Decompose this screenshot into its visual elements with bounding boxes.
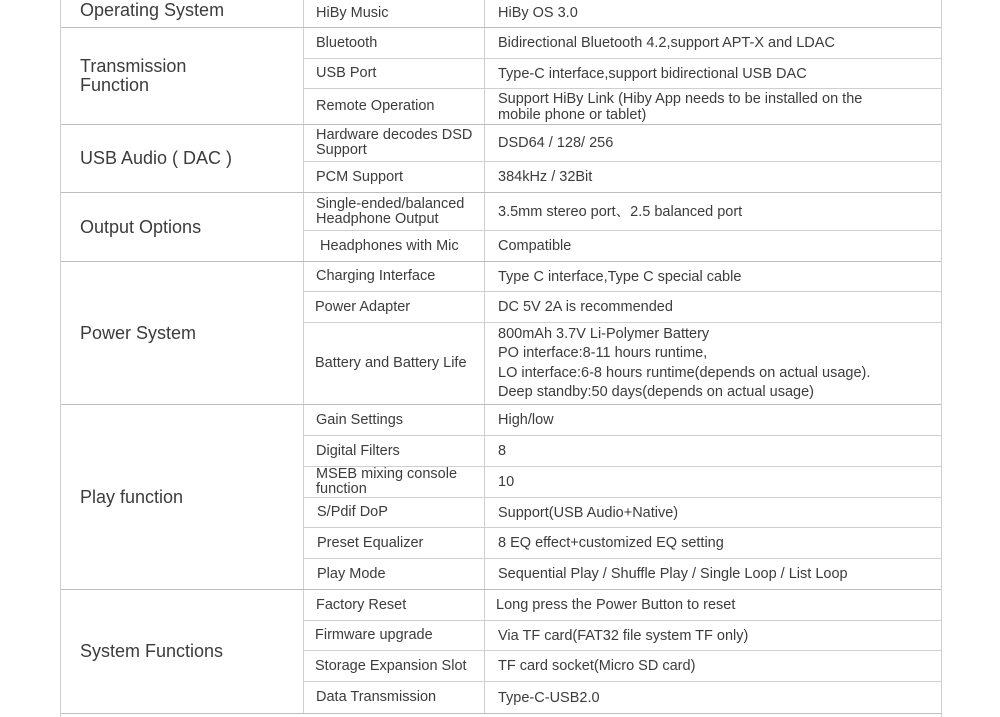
spec-value-line: Deep standby:50 days(depends on actual usage) <box>498 384 814 400</box>
spec-value: 384kHz / 32Bit <box>498 169 593 185</box>
group-label: Output Options <box>61 193 304 261</box>
spec-key: S/Pdif DoP <box>304 498 485 527</box>
spec-value-line: PO interface:8-11 hours runtime, <box>498 345 708 361</box>
spec-key: Gain Settings <box>304 405 485 435</box>
spec-group-output-options <box>61 193 941 262</box>
spec-value <box>485 89 941 124</box>
spec-value <box>485 323 941 404</box>
spec-row <box>304 193 941 231</box>
spec-key: PCM Support <box>304 162 485 192</box>
spec-row <box>304 0 941 27</box>
spec-row <box>304 292 941 323</box>
spec-value: DC 5V 2A is recommended <box>498 299 673 315</box>
spec-row <box>304 651 941 682</box>
spec-group-usb-audio <box>61 125 941 193</box>
group-label: Play function <box>61 405 304 589</box>
spec-row <box>304 231 941 261</box>
spec-value: Type-C-USB2.0 <box>498 689 600 706</box>
spec-key: Data Transmission <box>304 682 485 713</box>
spec-row <box>304 262 941 292</box>
spec-key: Firmware upgrade <box>304 621 485 650</box>
spec-value: Sequential Play / Shuffle Play / Single Loop / List Loop <box>498 566 848 582</box>
spec-row <box>304 323 941 404</box>
spec-value: TF card socket(Micro SD card) <box>498 658 696 674</box>
spec-key: Play Mode <box>304 559 485 589</box>
spec-key: Preset Equalizer <box>304 528 485 558</box>
spec-value: 8 EQ effect+customized EQ setting <box>498 535 724 551</box>
spec-row <box>304 59 941 89</box>
spec-value: Type C interface,Type C special cable <box>498 268 742 285</box>
spec-value: Bidirectional Bluetooth 4.2,support APT-X and LDAC <box>498 35 835 51</box>
spec-row <box>304 682 941 713</box>
spec-value: Type-C interface,support bidirectional USB DAC <box>498 65 807 82</box>
spec-group-transmission-function <box>61 28 941 125</box>
spec-key: Factory Reset <box>304 590 485 620</box>
spec-table <box>60 0 942 717</box>
spec-value: Compatible <box>498 238 572 254</box>
group-label: Transmission Function <box>61 28 304 124</box>
spec-key: Bluetooth <box>304 28 485 58</box>
spec-row <box>304 436 941 467</box>
spec-row <box>304 89 941 124</box>
spec-row <box>304 559 941 589</box>
spec-value-line: LO interface:6-8 hours runtime(depends on actual usage). <box>498 364 871 381</box>
spec-key: USB Port <box>304 59 485 88</box>
spec-row <box>304 125 941 162</box>
spec-value: HiBy OS 3.0 <box>498 5 578 21</box>
spec-group-power-system <box>61 262 941 405</box>
spec-key: HiBy Music <box>304 0 485 27</box>
spec-key: Hardware decodes DSD Support <box>304 125 485 161</box>
spec-key: MSEB mixing console function <box>304 467 485 497</box>
spec-row <box>304 162 941 192</box>
spec-value: 8 <box>498 443 507 459</box>
spec-key: Battery and Battery Life <box>304 323 485 404</box>
spec-key: Storage Expansion Slot <box>304 651 485 681</box>
spec-key: Remote Operation <box>304 89 485 124</box>
group-label: System Functions <box>61 590 304 713</box>
group-label: Operating System <box>61 0 304 27</box>
spec-key: Digital Filters <box>304 436 485 466</box>
spec-value-line: 800mAh 3.7V Li-Polymer Battery <box>498 325 710 342</box>
spec-row <box>304 621 941 651</box>
spec-key: Power Adapter <box>304 292 485 322</box>
spec-value: Long press the Power Button to reset <box>496 597 736 613</box>
spec-row <box>304 528 941 559</box>
spec-group-play-function <box>61 405 941 590</box>
spec-value: DSD64 / 128/ 256 <box>498 135 614 151</box>
spec-value: Via TF card(FAT32 file system TF only) <box>498 627 749 644</box>
spec-key: Headphones with Mic <box>304 231 485 261</box>
spec-row <box>304 467 941 498</box>
spec-value-line: Support HiBy Link (Hiby App needs to be installed on the <box>498 90 863 107</box>
spec-group-operating-system <box>61 0 941 28</box>
spec-value: 10 <box>498 474 515 490</box>
spec-key: Charging Interface <box>304 262 485 291</box>
group-label: USB Audio ( DAC ) <box>61 125 304 192</box>
spec-group-system-functions <box>61 590 941 714</box>
spec-key: Single-ended/balanced Headphone Output <box>304 193 485 230</box>
spec-value: 3.5mm stereo port、2.5 balanced port <box>498 203 743 220</box>
group-label: Power System <box>61 262 304 404</box>
spec-row <box>304 405 941 436</box>
spec-value: Support(USB Audio+Native) <box>498 504 679 521</box>
spec-row <box>304 28 941 59</box>
spec-value: High/low <box>498 412 554 428</box>
spec-row <box>304 590 941 621</box>
spec-row <box>304 498 941 528</box>
spec-value-line: mobile phone or tablet) <box>498 106 647 123</box>
